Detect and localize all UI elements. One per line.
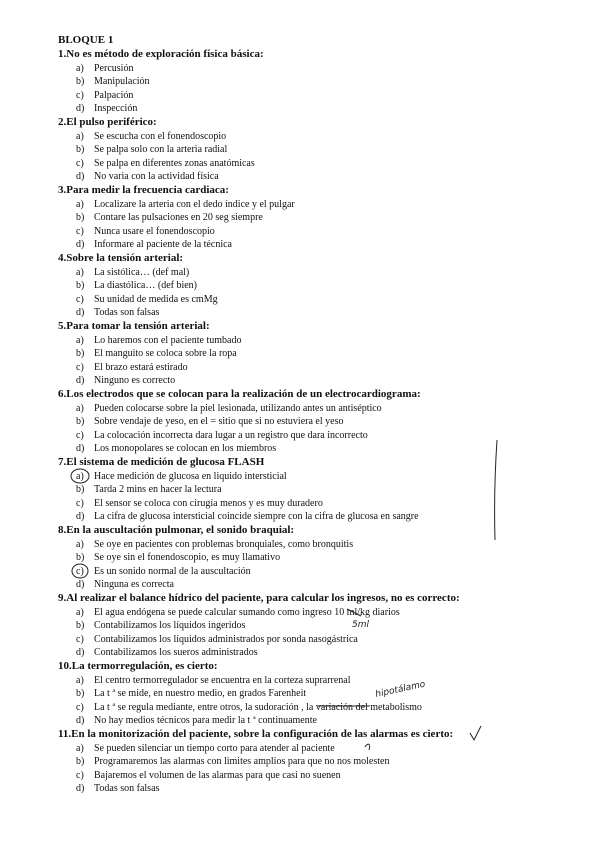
option-letter: a) — [76, 606, 84, 618]
option-letter: d) — [76, 239, 85, 250]
option-letter: a) — [76, 130, 84, 142]
option-text: Localizare la arteria con el dedo índice y el pulgar — [94, 198, 295, 210]
option-text: Ninguna es correcta — [94, 579, 174, 590]
question-11-option-b — [76, 755, 389, 768]
question-2-option-c — [76, 157, 255, 170]
option-letter: b) — [76, 212, 85, 223]
question-10-stem: 10.La termorregulación, es cierto: — [58, 660, 218, 672]
option-letter: d) — [76, 307, 85, 318]
question-9-stem: 9.Al realizar el balance hídrico del paciente, para calcular los ingresos, no es correcto: — [58, 592, 460, 604]
question-10-option-b — [76, 687, 306, 700]
option-letter: b) — [76, 280, 85, 291]
option-letter: b) — [76, 348, 85, 359]
option-text: El manguito se coloca sobre la ropa — [94, 348, 237, 359]
option-text: Nunca usare el fonendoscopio — [94, 225, 215, 237]
check-q10-c — [470, 726, 481, 740]
option-text: Los monopolares se colocan en los miembros — [94, 443, 277, 454]
margin-pen-line — [495, 440, 497, 540]
question-8-option-c — [76, 565, 251, 578]
option-text: Informare al paciente de la técnica — [94, 239, 232, 250]
option-letter: b) — [76, 620, 85, 631]
question-6-option-a — [76, 402, 382, 415]
option-text: La t ª se regula mediante, entre otros, la sudoración , la variación del metabolismo — [94, 701, 422, 713]
option-text: El sensor se coloca con cirugía menos y es muy duradero — [94, 497, 323, 509]
option-letter: c) — [76, 701, 84, 713]
question-3-option-c — [76, 225, 215, 238]
option-letter: d) — [76, 647, 85, 658]
question-7-option-c — [76, 497, 323, 510]
option-letter: a) — [76, 266, 84, 278]
option-text: No varia con la actividad física — [94, 171, 219, 182]
option-letter: d) — [76, 783, 85, 794]
option-text: Contare las pulsaciones en 20 seg siempre — [94, 212, 263, 223]
question-9-option-b — [76, 619, 245, 632]
question-5-option-c — [76, 361, 188, 374]
question-10-option-a — [76, 674, 351, 687]
option-text: El centro termorregulador se encuentra en la corteza suprarrenal — [94, 674, 351, 686]
option-letter: c) — [76, 633, 84, 645]
option-text: Percusión — [94, 62, 134, 74]
option-text: Programaremos las alarmas con limites amplios para que no nos molesten — [94, 756, 390, 767]
question-5-option-b — [76, 347, 237, 360]
option-text: No hay medios técnicos para medir la t ª continuamente — [94, 715, 317, 726]
question-7-option-a — [76, 470, 287, 483]
question-8-option-b — [76, 551, 280, 564]
option-text: Se oye en pacientes con problemas bronquiales, como bronquitis — [94, 538, 354, 550]
question-4-option-d — [76, 306, 159, 319]
note-q10-a: hipotálamo — [374, 679, 427, 700]
note-q9: 5ml — [352, 620, 369, 630]
question-8-stem: 8.En la auscultación pulmonar, el sonido braquial: — [58, 524, 295, 536]
question-6-stem: 6.Los electrodos que se colocan para la realización de un electrocardiograma: — [58, 388, 421, 400]
option-letter: d) — [76, 511, 85, 522]
question-3-stem: 3.Para medir la frecuencia cardiaca: — [58, 184, 229, 196]
option-letter: a) — [76, 742, 84, 754]
option-text: Ninguno es correcto — [94, 375, 176, 386]
option-letter: d) — [76, 375, 85, 386]
option-text: Lo haremos con el paciente tumbado — [94, 334, 242, 346]
question-7-stem: 7.El sistema de medición de glucosa FLASH — [58, 456, 265, 468]
block-title: BLOQUE 1 — [58, 34, 114, 46]
option-letter: d) — [76, 579, 85, 590]
option-text: Palpación — [94, 89, 134, 101]
question-1-stem: 1.No es método de exploración física básica: — [58, 48, 264, 60]
option-text: Todas son falsas — [94, 783, 160, 794]
option-letter: c) — [76, 769, 84, 781]
option-text: La diastólica… (def bien) — [94, 280, 198, 291]
question-4-option-b — [76, 279, 197, 292]
question-1-option-b — [76, 75, 150, 88]
option-text: Se pueden silenciar un tiempo corto para atender al paciente — [94, 742, 335, 754]
question-3-option-a — [76, 198, 295, 211]
question-3-option-b — [76, 211, 263, 224]
option-letter: c) — [76, 89, 84, 101]
option-text: Es un sonido normal de la auscultación — [94, 565, 251, 577]
option-letter: c) — [76, 565, 84, 577]
question-2-stem: 2.El pulso periférico: — [58, 116, 157, 128]
option-letter: b) — [76, 756, 85, 767]
option-text: Se palpa solo con la arteria radial — [94, 144, 228, 155]
option-letter: c) — [76, 225, 84, 237]
option-text: Se palpa en diferentes zonas anatómicas — [94, 157, 255, 169]
option-text: La sistólica… (def mal) — [94, 266, 190, 278]
option-letter: a) — [76, 674, 84, 686]
option-letter: b) — [76, 76, 85, 87]
option-text: Se oye sin el fonendoscopio, es muy llamativo — [94, 552, 281, 563]
question-3-option-d — [76, 238, 232, 251]
option-text: Sobre vendaje de yeso, en el = sitio que si no estuviera el yeso — [94, 416, 344, 427]
question-1-option-c — [76, 89, 133, 102]
option-text: Manipulación — [94, 76, 150, 87]
question-7-option-b — [76, 483, 222, 496]
question-2-option-d — [76, 170, 219, 183]
question-11-option-c — [76, 769, 341, 782]
option-letter: c) — [76, 497, 84, 509]
option-text: Tarda 2 mins en hacer la lectura — [94, 484, 222, 495]
option-letter: c) — [76, 157, 84, 169]
question-4-option-c — [76, 293, 218, 306]
question-5-option-d — [76, 374, 175, 387]
option-text: Hace medición de glucosa en liquido intersticial — [94, 470, 287, 482]
question-7-option-d — [76, 510, 419, 523]
question-5-option-a — [76, 334, 241, 347]
question-2-option-a — [76, 130, 226, 143]
option-text: La t ª se mide, en nuestro medio, en grados Farenheit — [94, 688, 307, 699]
option-text: La cifra de glucosa intersticial coincide siempre con la cifra de glucosa en sangre — [94, 511, 419, 522]
option-letter: d) — [76, 715, 85, 726]
question-4-stem: 4.Sobre la tensión arterial: — [58, 252, 184, 264]
question-6-option-d — [76, 442, 276, 455]
question-5-stem: 5.Para tomar la tensión arterial: — [58, 320, 210, 332]
question-2-option-b — [76, 143, 227, 156]
option-letter: c) — [76, 361, 84, 373]
option-letter: a) — [76, 470, 84, 482]
question-1-option-d — [76, 102, 137, 115]
option-text: La colocación incorrecta dara lugar a un registro que dara incorrecto — [94, 429, 368, 441]
question-8-option-a — [76, 538, 353, 551]
option-text: Bajaremos el volumen de las alarmas para que casi no suenen — [94, 769, 341, 781]
option-text: Contabilizamos los sueros administrados — [94, 647, 258, 658]
option-text: Su unidad de medida es cmMg — [94, 293, 218, 305]
question-10-option-c — [76, 701, 422, 714]
question-10-option-d — [76, 714, 317, 727]
option-text: Pueden colocarse sobre la piel lesionada, utilizando antes un antiséptico — [94, 402, 382, 414]
question-9-option-a — [76, 606, 400, 619]
question-6-option-c — [76, 429, 368, 442]
option-letter: b) — [76, 144, 85, 155]
question-9-option-c — [76, 633, 358, 646]
option-text: Se escucha con el fonendoscopio — [94, 130, 227, 142]
option-text: Todas son falsas — [94, 307, 160, 318]
question-4-option-a — [76, 266, 189, 279]
question-9-option-d — [76, 646, 258, 659]
option-text: El brazo estará estirado — [94, 361, 188, 373]
option-text: Contabilizamos los líquidos administrados por sonda nasogástrica — [94, 633, 358, 645]
option-letter: c) — [76, 429, 84, 441]
option-letter: b) — [76, 688, 85, 699]
mark-q10-d — [365, 744, 370, 750]
option-text: El agua endógena se puede calcular sumando como ingreso 10 ml/kg diarios — [94, 606, 400, 618]
question-1-option-a — [76, 62, 133, 75]
question-11-option-a — [76, 742, 335, 755]
option-letter: a) — [76, 334, 84, 346]
option-letter: a) — [76, 402, 84, 414]
question-8-option-d — [76, 578, 174, 591]
option-letter: d) — [76, 171, 85, 182]
option-letter: a) — [76, 198, 84, 210]
question-11-option-d — [76, 782, 159, 795]
option-letter: a) — [76, 538, 84, 550]
option-letter: d) — [76, 443, 85, 454]
option-text: Contabilizamos los líquidos ingeridos — [94, 620, 246, 631]
option-letter: b) — [76, 552, 85, 563]
option-letter: a) — [76, 62, 84, 74]
option-letter: d) — [76, 103, 85, 114]
option-letter: b) — [76, 484, 85, 495]
option-letter: c) — [76, 293, 84, 305]
option-letter: b) — [76, 416, 85, 427]
question-6-option-b — [76, 415, 343, 428]
question-11-stem: 11.En la monitorización del paciente, sobre la configuración de las alarmas es cierto: — [58, 728, 454, 740]
option-text: Inspección — [94, 103, 138, 114]
